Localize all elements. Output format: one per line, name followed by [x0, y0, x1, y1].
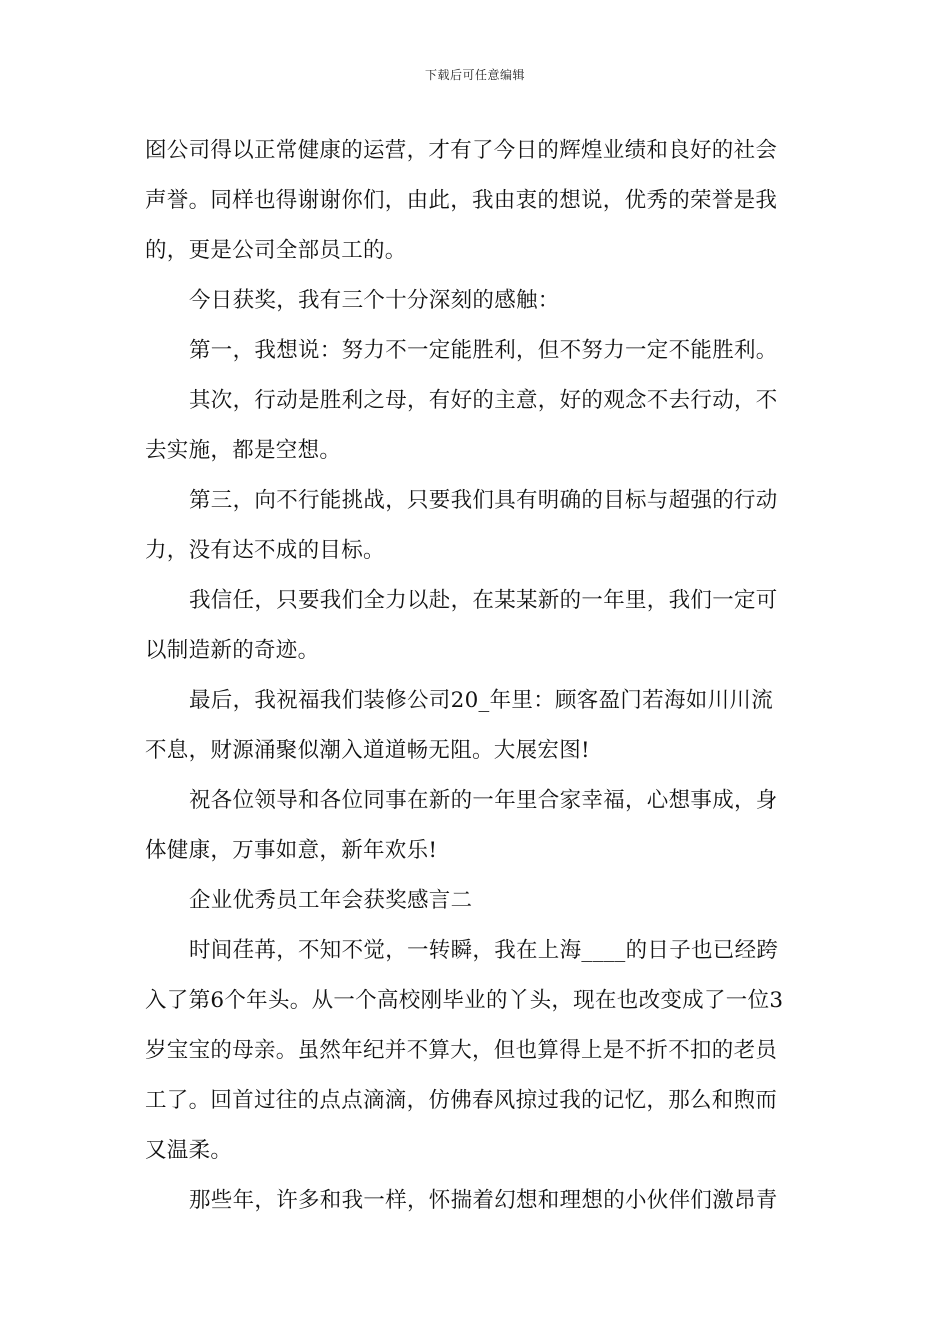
text-line: 岁宝宝的母亲。虽然年纪并不算大，但也算得上是不折不扣的老员 — [145, 1038, 778, 1063]
text-line: 又温柔。 — [145, 1138, 233, 1163]
page-header: 下载后可任意编辑 — [424, 68, 525, 82]
text-line: 我信任，只要我们全力以赴，在某某新的一年里，我们一定可 — [189, 588, 778, 613]
text-line: 不息，财源涌聚似潮入道道畅无阻。大展宏图! — [145, 738, 590, 763]
text-line: 那些年，许多和我一样，怀揣着幻想和理想的小伙伴们激昂青 — [189, 1188, 778, 1213]
text-line: 第一，我想说：努力不一定能胜利，但不努力一定不能胜利。 — [189, 338, 778, 363]
text-line: 以制造新的奇迹。 — [145, 638, 320, 663]
text-line: 声誉。同样也得谢谢你们，由此，我由衷的想说，优秀的荣誉是我 — [145, 188, 778, 213]
text-line: 今日获奖，我有三个十分深刻的感触： — [189, 288, 560, 313]
text-line: 祝各位领导和各位同事在新的一年里合家幸福，心想事成，身 — [189, 788, 778, 813]
section-heading: 企业优秀员工年会获奖感言二 — [189, 888, 473, 913]
text-line: 第三，向不行能挑战，只要我们具有明确的目标与超强的行动 — [189, 488, 778, 513]
text-line: 力，没有达不成的目标。 — [145, 538, 385, 563]
text-line: 工了。回首过往的点点滴滴，仿佛春风掠过我的记忆，那么和煦而 — [145, 1088, 778, 1113]
text-line: 最后，我祝福我们装修公司20_年里：顾客盈门若海如川川流 — [189, 688, 774, 713]
text-line: 去实施，都是空想。 — [145, 438, 342, 463]
text-line: 入了第6个年头。从一个高校刚毕业的丫头，现在也改变成了一位3 — [145, 988, 784, 1013]
text-line: 其次，行动是胜利之母，有好的主意，好的观念不去行动，不 — [189, 388, 778, 413]
text-line: 的，更是公司全部员工的。 — [145, 238, 407, 263]
text-line: 时间荏苒，不知不觉，一转瞬，我在上海____的日子也已经跨 — [189, 938, 779, 963]
text-line: 囵公司得以正常健康的运营，才有了今日的辉煌业绩和良好的社会 — [145, 138, 778, 163]
document-body — [145, 126, 813, 1226]
text-line: 体健康，万事如意，新年欢乐! — [145, 838, 438, 863]
